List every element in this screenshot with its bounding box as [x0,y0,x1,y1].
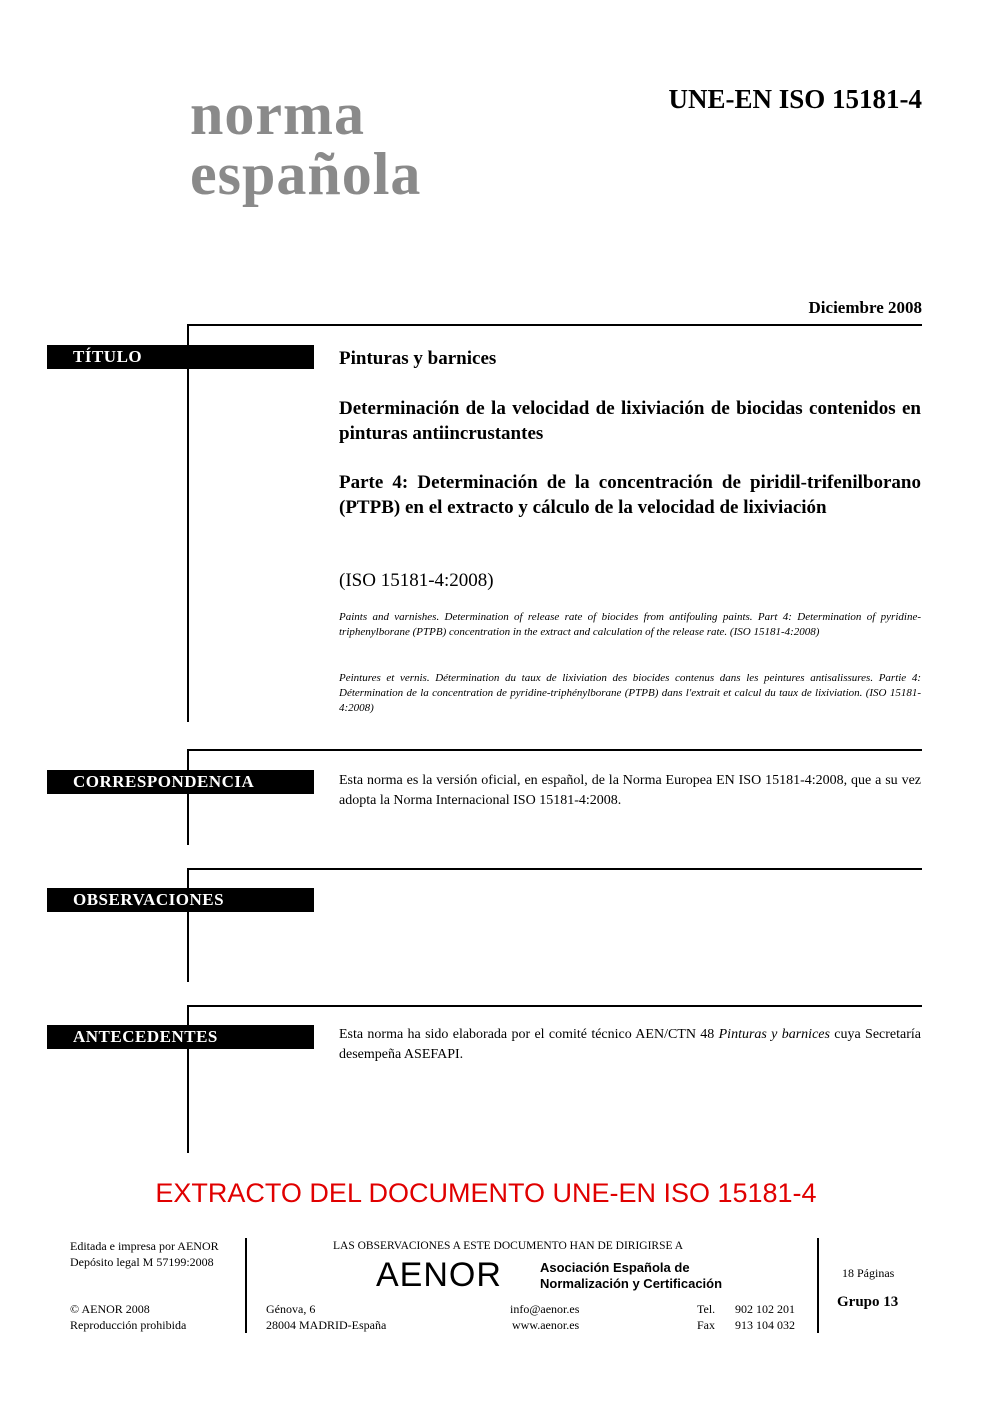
footer-group: Grupo 13 [837,1294,899,1310]
antecedentes-text [339,1025,921,1065]
title-main: Pinturas y barnices [339,348,497,369]
antecedentes-text-after: cuya Secretaría desempeña ASEFAPI. [339,1027,921,1062]
footer-web: www.aenor.es [512,1318,580,1332]
aenor-full-line1: Asociación Española de [540,1260,690,1275]
extract-banner: EXTRACTO DEL DOCUMENTO UNE-EN ISO 15181-4 [155,1178,817,1208]
footer-reproduction: Reproducción prohibida [70,1318,187,1332]
section-rule-observaciones [188,868,922,870]
section-rule-titulo [188,324,922,326]
title-part: Parte 4: Determinación de la concentración de piridil-trifenilborano (PTPB) en el extracto y cálculo de la velocidad de lixiviación [339,472,921,518]
aenor-full-line2: Normalización y Certificación [540,1276,723,1291]
section-rule-correspondencia [188,749,922,751]
footer-legal-deposit: Depósito legal M 57199:2008 [70,1255,214,1269]
footer-observations-note: LAS OBSERVACIONES A ESTE DOCUMENTO HAN DE DIRIGIRSE A [333,1240,684,1252]
footer-fax-label: Fax [697,1318,715,1332]
footer-divider-right [817,1238,819,1333]
aenor-full-name [540,1260,722,1292]
committee-name: Pinturas y barnices [718,1027,830,1042]
antecedentes-text-before: Esta norma ha sido elaborada por el comité técnico AEN/CTN 48 [339,1027,719,1042]
footer-copyright: © AENOR 2008 [70,1302,150,1316]
footer-address-line1: Génova, 6 [266,1302,316,1316]
french-title: Peintures et vernis. Détermination du taux de lixiviation des biocides contenus dans les peintures antisalissures. Partie 4: Détermination de la concentration de pyridine-triphénylborane (PTPB) dans l'extrait et calcul du taux de lixiviation. (ISO 15181-4:2008) [339,672,921,714]
section-label-observaciones: OBSERVACIONES [47,888,314,912]
footer-divider-left [245,1238,247,1333]
footer-fax: 913 104 032 [735,1318,795,1332]
brand-espanola: española [190,141,422,207]
footer-email: info@aenor.es [510,1302,580,1316]
section-label-titulo: TÍTULO [47,345,314,369]
brand-norma: norma [190,81,365,147]
section-vline-titulo [187,324,189,722]
footer-address-line2: 28004 MADRID-España [266,1318,387,1332]
footer-pages: 18 Páginas [842,1266,895,1280]
footer-tel-label: Tel. [697,1302,716,1316]
title-sub: Determinación de la velocidad de lixiviación de biocidas contenidos en pinturas antiincrustantes [339,398,921,444]
footer-tel: 902 102 201 [735,1302,795,1316]
section-vline-correspondencia [187,749,189,845]
standard-code: UNE-EN ISO 15181-4 [668,84,922,114]
publication-date: Diciembre 2008 [808,298,922,317]
section-label-antecedentes: ANTECEDENTES [47,1025,314,1049]
section-vline-observaciones [187,868,189,982]
footer-edited-by: Editada e impresa por AENOR [70,1239,219,1253]
aenor-logo: AENOR [376,1256,502,1294]
english-title: Paints and varnishes. Determination of release rate of biocides from antifouling paints. Part 4: Determination of pyridine-triphenylborane (PTPB) concentration in the extract and calculation of the release rate. (ISO 15181-4:2008) [339,611,921,638]
iso-reference: (ISO 15181-4:2008) [339,570,494,591]
section-label-correspondencia: CORRESPONDENCIA [47,770,314,794]
section-rule-antecedentes [188,1005,922,1007]
correspondencia-text: Esta norma es la versión oficial, en español, de la Norma Europea EN ISO 15181-4:2008, que a su vez adopta la Norma Internacional ISO 15181-4:2008. [339,773,921,808]
